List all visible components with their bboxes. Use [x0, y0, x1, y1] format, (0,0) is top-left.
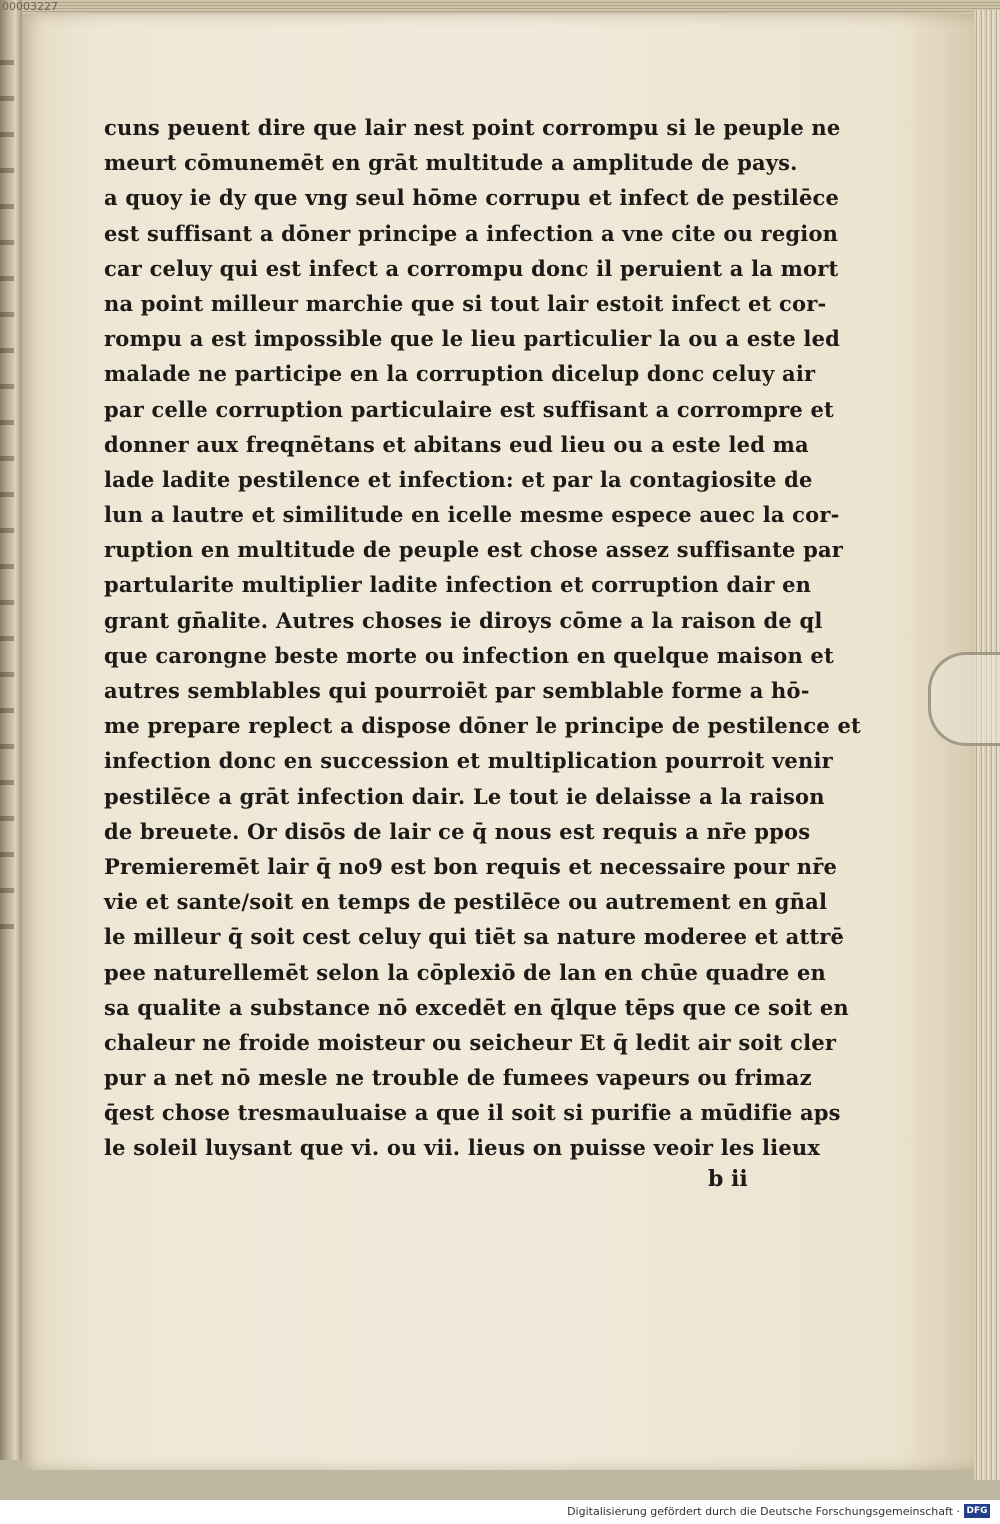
text-line: rompu a est impossible que le lieu particulier la ou a este led [104, 326, 841, 352]
text-line: malade ne participe en la corruption dicelup donc celuy air [104, 361, 816, 387]
funding-notice: Digitalisierung gefördert durch die Deutsche Forschungsgemeinschaft · [567, 1505, 960, 1518]
text-line: me prepare replect a dispose dōner le principe de pestilence et [104, 713, 861, 739]
text-line: sa qualite a substance nō excedēt en q̄lque tēps que ce soit en [104, 994, 849, 1020]
left-page-text-fragments [0, 60, 14, 960]
left-page-edge [0, 0, 22, 1460]
text-line: vie et sante/soit en temps de pestilēce ou autrement en gn̄al [104, 889, 828, 915]
text-line: cuns peuent dire que lair nest point corrompu si le peuple ne [104, 115, 841, 140]
text-line: pee naturellemēt selon la cōplexiō de lan en chūe quadre en [104, 959, 827, 985]
text-line: est suffisant a dōner principe a infection a vne cite ou region [104, 220, 839, 246]
text-line: par celle corruption particulaire est suffisant a corrompre et [104, 396, 834, 422]
text-line: lun a lautre et similitude en icelle mesme espece auec la cor- [104, 502, 840, 528]
text-line: meurt cōmunemēt en grāt multitude a amplitude de pays. [104, 150, 798, 176]
text-line: de breuete. Or disōs de lair ce q̄ nous est requis a nr̄e ppos [104, 818, 811, 844]
text-line: car celuy qui est infect a corrompu donc il peruient a la mort [104, 255, 839, 281]
text-line: partularite multiplier ladite infection et corruption dair en [104, 572, 812, 598]
footer-bar [0, 1500, 1000, 1524]
text-line: pur a net nō mesle ne trouble de fumees vapeurs ou frimaz [104, 1065, 812, 1091]
text-line: lade ladite pestilence et infection: et par la contagiosite de [104, 466, 813, 492]
text-line: infection donc en succession et multiplication pourroit venir [104, 748, 833, 774]
text-line: grant gn̄alite. Autres choses ie diroys cōme a la raison de ql [104, 607, 823, 633]
text-line: Premieremēt lair q̄ no9 est bon requis et necessaire pour nr̄e [104, 853, 838, 879]
text-line: le milleur q̄ soit cest celuy qui tiēt sa nature moderee et attrē [104, 924, 845, 950]
text-line: autres semblables qui pourroiēt par semblable forme a hō- [104, 678, 810, 703]
text-line: le soleil luysant que vi. ou vii. lieus on puisse veoir les lieux [104, 1135, 821, 1161]
shelf-mark: 00003227 [2, 0, 58, 13]
text-line: ruption en multitude de peuple est chose assez suffisante par [104, 537, 844, 563]
text-block [104, 110, 861, 1166]
text-line: pestilēce a grāt infection dair. Le tout ie delaisse a la raison [104, 783, 825, 809]
page-clip [928, 652, 1000, 746]
text-line: q̄est chose tresmauluaise a que il soit si purifie a mūdifie aps [104, 1100, 841, 1126]
dfg-logo-icon: DFG [964, 1504, 990, 1518]
text-line: donner aux freqnētans et abitans eud lieu ou a este led ma [104, 431, 809, 457]
text-line: que carongne beste morte ou infection en quelque maison et [104, 642, 834, 668]
text-line: na point milleur marchie que si tout lair estoit infect et cor- [104, 290, 827, 316]
signature-mark: b ii [708, 1166, 748, 1192]
text-line: a quoy ie dy que vng seul hōme corrupu et infect de pestilēce [104, 185, 840, 211]
text-line: chaleur ne froide moisteur ou seicheur Et q̄ ledit air soit cler [104, 1029, 837, 1055]
